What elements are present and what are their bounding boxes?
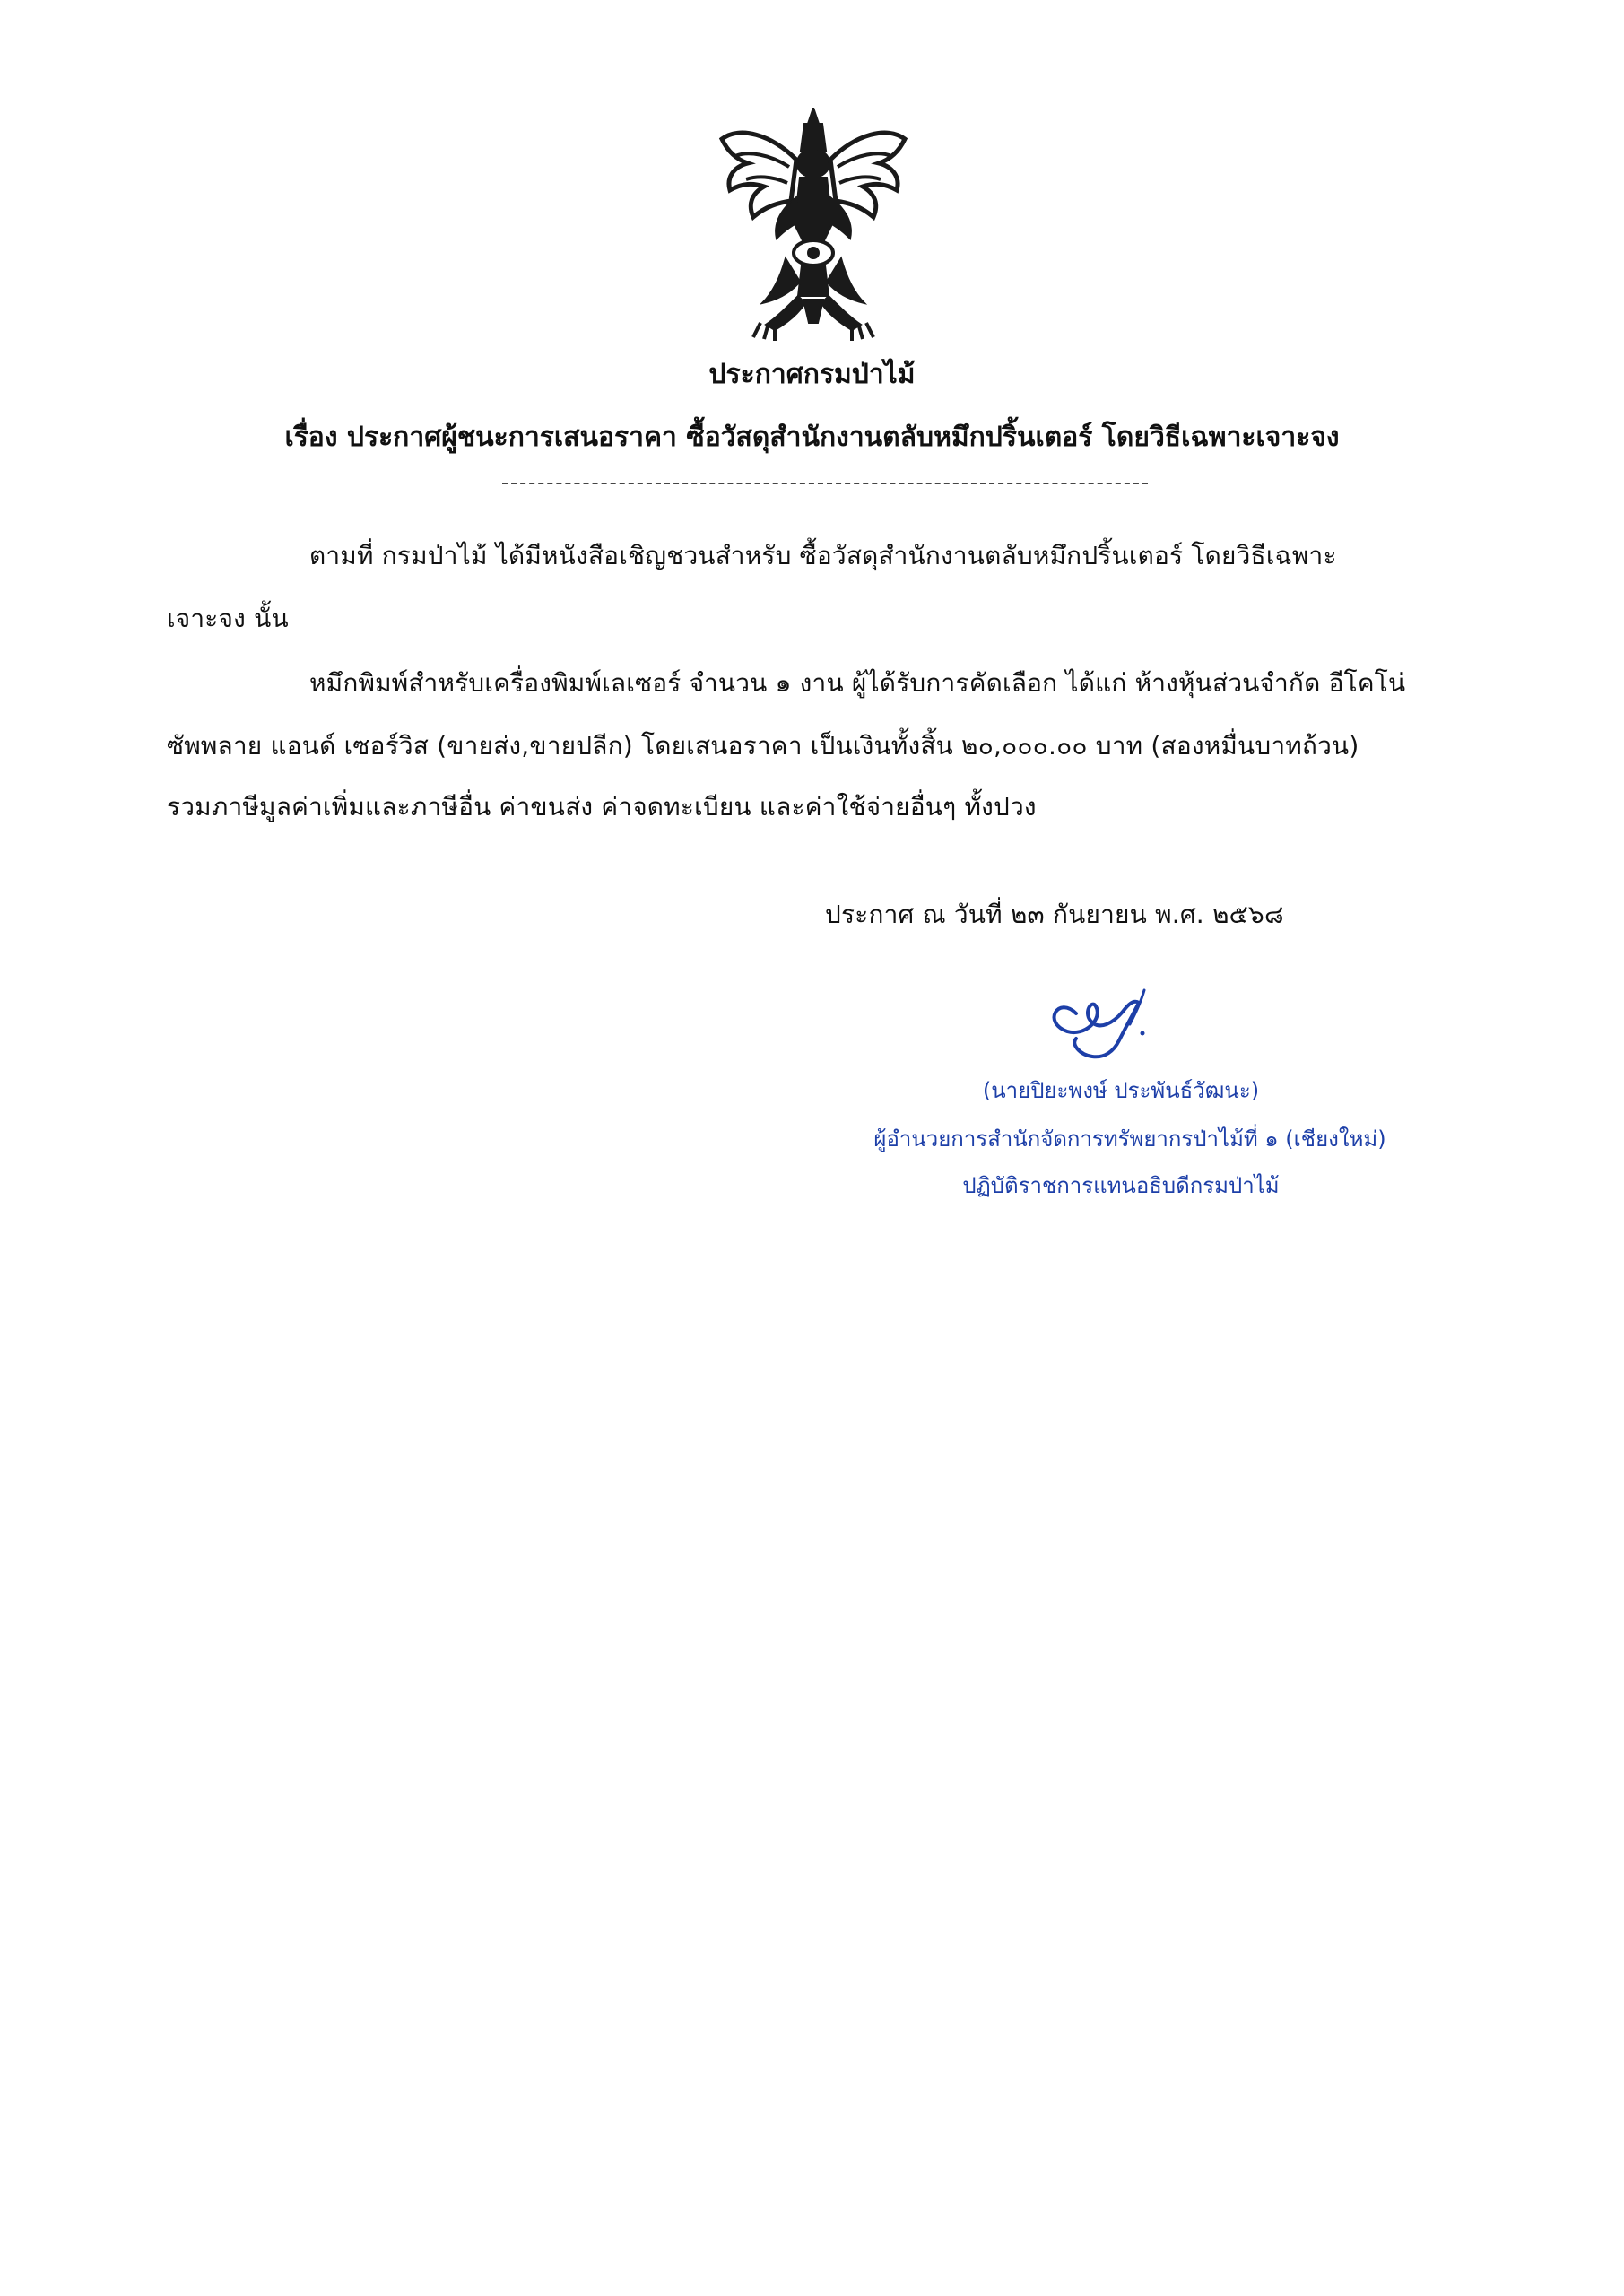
signatory-position: ผู้อำนวยการสำนักจัดการทรัพยากรป่าไม้ที่ ๑ (เชียงใหม่): [873, 1126, 1386, 1152]
title-separator: [502, 483, 1148, 484]
garuda-emblem-icon: [717, 108, 910, 341]
paragraph-2-line-3: รวมภาษีมูลค่าเพิ่มและภาษีอื่น ค่าขนส่ง ค่าจดทะเบียน และค่าใช้จ่ายอื่นๆ ทั้งปวง: [167, 792, 1037, 822]
signatory-name: (นายปิยะพงษ์ ประพันธ์วัฒนะ): [982, 1078, 1260, 1103]
paragraph-2-line-2: ซัพพลาย แอนด์ เซอร์วิส (ขายส่ง,ขายปลีก) โดยเสนอราคา เป็นเงินทั้งสิ้น ๒๐,๐๐๐.๐๐ บาท (สองหมื่นบาทถ้วน): [167, 731, 1359, 761]
announcement-date: ประกาศ ณ วันที่ ๒๓ กันยายน พ.ศ. ๒๕๖๘: [825, 900, 1284, 929]
announcement-subject: เรื่อง ประกาศผู้ชนะการเสนอราคา ซื้อวัสดุสำนักงานตลับหมึกปริ้นเตอร์ โดยวิธีเฉพาะเจาะจง: [284, 422, 1340, 453]
paragraph-1-line-1: ตามที่ กรมป่าไม้ ได้มีหนังสือเชิญชวนสำหรับ ซื้อวัสดุสำนักงานตลับหมึกปริ้นเตอร์ โดยวิธีเฉพาะ: [309, 541, 1337, 570]
paragraph-1-line-2: เจาะจง นั้น: [167, 604, 289, 633]
paragraph-2-line-1: หมึกพิมพ์สำหรับเครื่องพิมพ์เลเซอร์ จำนวน ๑ งาน ผู้ได้รับการคัดเลือก ได้แก่ ห้างหุ้นส่วนจำกัด อีโคโน่: [309, 668, 1406, 698]
handwritten-signature: [1040, 987, 1202, 1067]
signatory-acting-title: ปฏิบัติราชการแทนอธิบดีกรมป่าไม้: [962, 1173, 1280, 1198]
announcement-agency-title: ประกาศกรมป่าไม้: [708, 359, 916, 390]
